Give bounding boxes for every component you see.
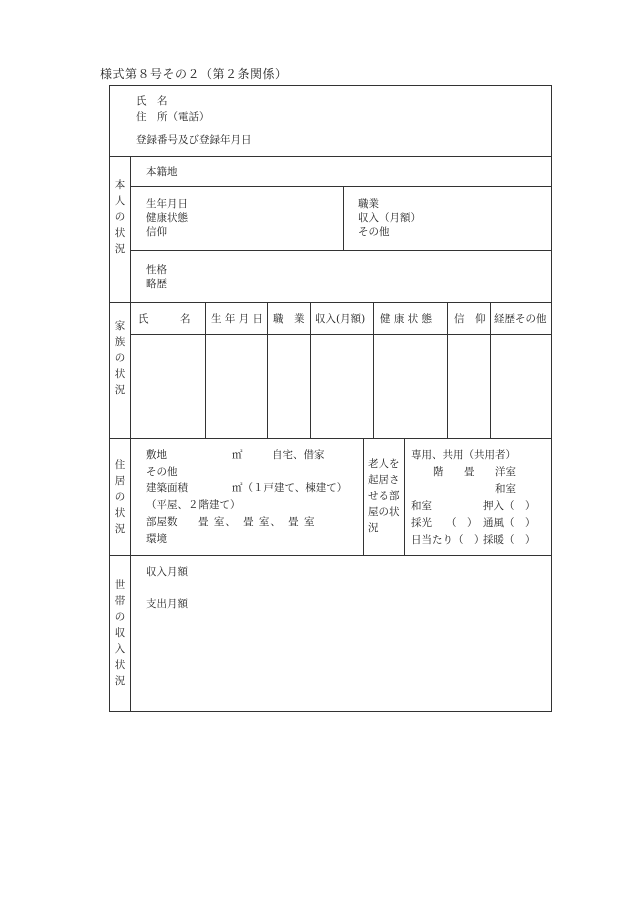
occupation-label: 職業	[358, 198, 379, 210]
personality-label: 性格	[146, 264, 167, 276]
site-label: 敷地	[146, 449, 167, 461]
form-title: 様式第８号その２（第２条関係）	[100, 67, 288, 81]
floor-label: 階	[433, 466, 444, 478]
western-room-label: 洋室	[495, 466, 516, 478]
family-col-occupation: 職 業	[273, 313, 305, 325]
family-col-name: 氏 名	[138, 313, 191, 325]
divider	[490, 302, 491, 438]
divider	[404, 438, 405, 555]
closet-label: 押入（ ）	[483, 500, 536, 512]
family-col-history: 経歴その他	[494, 313, 547, 325]
other-label: その他	[358, 226, 390, 238]
elderly-room-label: 老人を 起居さ せる部 屋の状 況	[368, 458, 400, 534]
floor-area-label: 建築面積	[146, 482, 188, 494]
income-label: 収入（月額）	[358, 212, 421, 224]
usage-label: 専用、共用（共用者）	[411, 449, 516, 461]
name-label: 氏 名	[136, 95, 168, 107]
divider	[447, 302, 448, 438]
heating-label: 採暖（ ）	[483, 534, 536, 546]
family-col-income: 収入(月額)	[315, 313, 366, 325]
divider	[343, 186, 344, 250]
divider	[110, 156, 551, 157]
domicile-label: 本籍地	[146, 166, 178, 178]
sunlight-label: 日当たり（ ）	[411, 534, 485, 546]
divider	[205, 302, 206, 438]
monthly-expense-label: 支出月額	[146, 598, 188, 610]
japanese-room-label-right: 和室	[495, 483, 516, 495]
stories-label: （平屋、２階建て）	[146, 499, 241, 511]
address-label: 住 所（電話）	[136, 111, 210, 123]
japanese-room-label: 和室	[411, 500, 432, 512]
environment-label: 環境	[146, 533, 167, 545]
divider	[110, 438, 551, 439]
residence-other-label: その他	[146, 466, 178, 478]
divider	[310, 302, 311, 438]
divider	[130, 334, 551, 335]
tatami-label: 畳	[464, 466, 475, 478]
lighting-label: 採光	[411, 517, 432, 529]
belief-label: 信仰	[146, 226, 167, 238]
divider	[130, 250, 551, 251]
form-frame	[109, 85, 552, 712]
floor-area-unit: ㎡（１戸建て、棟建て）	[232, 482, 348, 494]
family-col-birthdate: 生 年 月 日	[211, 313, 264, 325]
divider	[363, 438, 364, 555]
health-label: 健康状態	[146, 212, 188, 224]
family-section-label: 家 族 の 状 況	[114, 320, 126, 396]
ownership-label: 自宅、借家	[272, 449, 325, 461]
divider	[110, 555, 551, 556]
self-section-label: 本 人 の 状 況	[114, 179, 126, 255]
family-col-health: 健 康 状 態	[380, 313, 433, 325]
family-col-belief: 信 仰	[454, 313, 486, 325]
residence-section-label: 住 居 の 状 況	[114, 459, 126, 535]
registration-label: 登録番号及び登録年月日	[136, 134, 252, 146]
site-unit: ㎡	[232, 449, 243, 461]
rooms-label: 部屋数	[146, 516, 178, 528]
divider	[373, 302, 374, 438]
lighting-paren: （ ）	[446, 517, 478, 529]
ventilation-label: 通風（ ）	[483, 517, 536, 529]
birthdate-label: 生年月日	[146, 198, 188, 210]
rooms-values: 畳 室、 畳 室、 畳 室	[198, 516, 316, 528]
side-column-divider	[130, 156, 131, 711]
divider	[267, 302, 268, 438]
divider	[130, 186, 551, 187]
household-section-label: 世 帯 の 収 入 状 況	[114, 579, 126, 687]
monthly-income-label: 収入月額	[146, 566, 188, 578]
divider	[110, 302, 551, 303]
history-label: 略歴	[146, 278, 167, 290]
